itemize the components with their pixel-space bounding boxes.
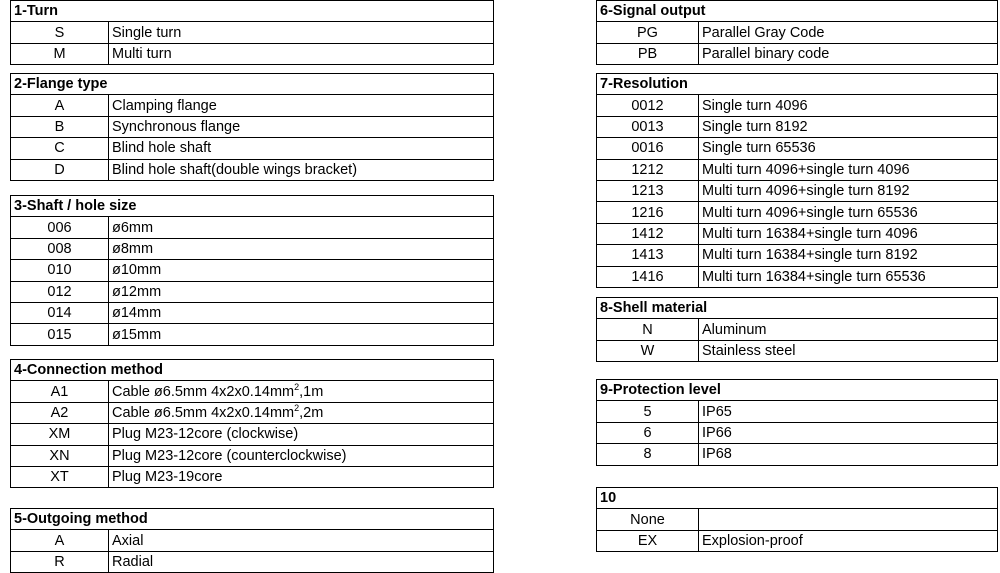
table-row <box>11 238 494 259</box>
option-code: B <box>11 116 109 137</box>
option-description: ø6mm <box>109 217 494 238</box>
table-row <box>11 466 494 487</box>
section-title: 5-Outgoing method <box>11 509 494 530</box>
table-row <box>597 43 998 64</box>
section-title: 6-Signal output <box>597 1 998 22</box>
section-title: 2-Flange type <box>11 74 494 95</box>
table-row <box>597 22 998 43</box>
option-code: R <box>11 551 109 572</box>
option-code: PG <box>597 22 699 43</box>
option-description: Multi turn 16384+single turn 65536 <box>699 266 998 287</box>
option-code: XM <box>11 424 109 445</box>
option-code: XN <box>11 445 109 466</box>
section-title: 7-Resolution <box>597 74 998 95</box>
option-description <box>109 381 494 402</box>
option-code: 015 <box>11 324 109 345</box>
section-title: 4-Connection method <box>11 360 494 381</box>
table-row <box>11 381 494 402</box>
section-title: 8-Shell material <box>597 298 998 319</box>
option-description: Parallel Gray Code <box>699 22 998 43</box>
option-description: IP65 <box>699 401 998 422</box>
option-description: Explosion-proof <box>699 530 998 551</box>
table-row <box>11 424 494 445</box>
option-code: XT <box>11 466 109 487</box>
option-description: Multi turn 16384+single turn 8192 <box>699 245 998 266</box>
option-code: D <box>11 159 109 180</box>
option-description: Synchronous flange <box>109 116 494 137</box>
description-tail: ,1m <box>299 383 324 400</box>
description-tail: ,2m <box>299 404 324 421</box>
table-row <box>11 217 494 238</box>
table-row <box>597 223 998 244</box>
table-3-shaft-hole-size <box>10 195 494 346</box>
option-description: Multi turn 4096+single turn 8192 <box>699 180 998 201</box>
section-title: 3-Shaft / hole size <box>11 196 494 217</box>
option-description: Plug M23-12core (counterclockwise) <box>109 445 494 466</box>
option-code: 1413 <box>597 245 699 266</box>
table-row <box>11 530 494 551</box>
table-row <box>11 116 494 137</box>
table-row <box>597 509 998 530</box>
table-row <box>11 260 494 281</box>
table-5-outgoing-method <box>10 508 494 573</box>
option-description: Plug M23-19core <box>109 466 494 487</box>
option-code: W <box>597 340 699 361</box>
option-code: 1213 <box>597 180 699 201</box>
option-description: Single turn 8192 <box>699 116 998 137</box>
option-description: Blind hole shaft <box>109 138 494 159</box>
option-description: Multi turn 4096+single turn 65536 <box>699 202 998 223</box>
table-row <box>597 444 998 465</box>
option-code: 010 <box>11 260 109 281</box>
option-description: Parallel binary code <box>699 43 998 64</box>
table-row <box>11 281 494 302</box>
option-code: 1416 <box>597 266 699 287</box>
option-description: ø14mm <box>109 302 494 323</box>
option-code: 008 <box>11 238 109 259</box>
superscript: 2 <box>294 381 300 392</box>
option-code: A <box>11 95 109 116</box>
option-description: Aluminum <box>699 319 998 340</box>
option-code: 006 <box>11 217 109 238</box>
option-description: ø10mm <box>109 260 494 281</box>
option-description: Single turn 4096 <box>699 95 998 116</box>
option-code: 8 <box>597 444 699 465</box>
table-row <box>597 266 998 287</box>
option-code: C <box>11 138 109 159</box>
option-code: 014 <box>11 302 109 323</box>
table-row <box>597 116 998 137</box>
table-row <box>597 401 998 422</box>
option-description: Stainless steel <box>699 340 998 361</box>
option-code: A2 <box>11 402 109 423</box>
table-row <box>11 445 494 466</box>
table-row <box>597 202 998 223</box>
table-row <box>597 159 998 180</box>
option-description: Single turn <box>109 22 494 43</box>
section-title: 10 <box>597 488 998 509</box>
option-code: 0016 <box>597 138 699 159</box>
option-code: A1 <box>11 381 109 402</box>
table-row <box>597 95 998 116</box>
table-row <box>597 245 998 266</box>
table-row <box>597 319 998 340</box>
option-description: ø12mm <box>109 281 494 302</box>
option-code: A <box>11 530 109 551</box>
table-row <box>11 22 494 43</box>
table-row <box>11 551 494 572</box>
option-description: Radial <box>109 551 494 572</box>
description-text: Cable ø6.5mm 4x2x0.14mm <box>112 404 295 421</box>
option-description: Multi turn <box>109 43 494 64</box>
table-row <box>597 530 998 551</box>
table-row <box>11 402 494 423</box>
table-2-flange-type <box>10 73 494 181</box>
table-row <box>597 340 998 361</box>
option-description: ø15mm <box>109 324 494 345</box>
option-description: IP68 <box>699 444 998 465</box>
option-code: 5 <box>597 401 699 422</box>
option-code: PB <box>597 43 699 64</box>
option-code: M <box>11 43 109 64</box>
table-row <box>597 180 998 201</box>
section-title: 9-Protection level <box>597 380 998 401</box>
option-description <box>699 509 998 530</box>
option-code: 1212 <box>597 159 699 180</box>
option-code: EX <box>597 530 699 551</box>
option-description: Single turn 65536 <box>699 138 998 159</box>
option-description: ø8mm <box>109 238 494 259</box>
superscript: 2 <box>294 403 300 414</box>
description-text: Cable ø6.5mm 4x2x0.14mm <box>112 383 295 400</box>
table-row <box>11 302 494 323</box>
table-4-connection-method <box>10 359 494 488</box>
option-description: IP66 <box>699 422 998 443</box>
option-code: 0013 <box>597 116 699 137</box>
table-9-protection-level <box>596 379 998 466</box>
option-code: N <box>597 319 699 340</box>
option-description: Plug M23-12core (clockwise) <box>109 424 494 445</box>
option-description: Blind hole shaft(double wings bracket) <box>109 159 494 180</box>
table-row <box>11 95 494 116</box>
option-description: Axial <box>109 530 494 551</box>
option-description: Multi turn 16384+single turn 4096 <box>699 223 998 244</box>
option-code: 1216 <box>597 202 699 223</box>
option-description <box>109 402 494 423</box>
option-code: None <box>597 509 699 530</box>
option-description: Clamping flange <box>109 95 494 116</box>
table-1-turn <box>10 0 494 65</box>
table-row <box>597 422 998 443</box>
table-7-resolution <box>596 73 998 288</box>
table-10 <box>596 487 998 552</box>
option-code: 012 <box>11 281 109 302</box>
option-code: S <box>11 22 109 43</box>
option-code: 1412 <box>597 223 699 244</box>
option-description: Multi turn 4096+single turn 4096 <box>699 159 998 180</box>
table-row <box>11 159 494 180</box>
table-row <box>11 43 494 64</box>
section-title: 1-Turn <box>11 1 494 22</box>
table-row <box>11 138 494 159</box>
table-row <box>11 324 494 345</box>
table-8-shell-material <box>596 297 998 362</box>
option-code: 0012 <box>597 95 699 116</box>
table-6-signal-output <box>596 0 998 65</box>
option-code: 6 <box>597 422 699 443</box>
table-row <box>597 138 998 159</box>
